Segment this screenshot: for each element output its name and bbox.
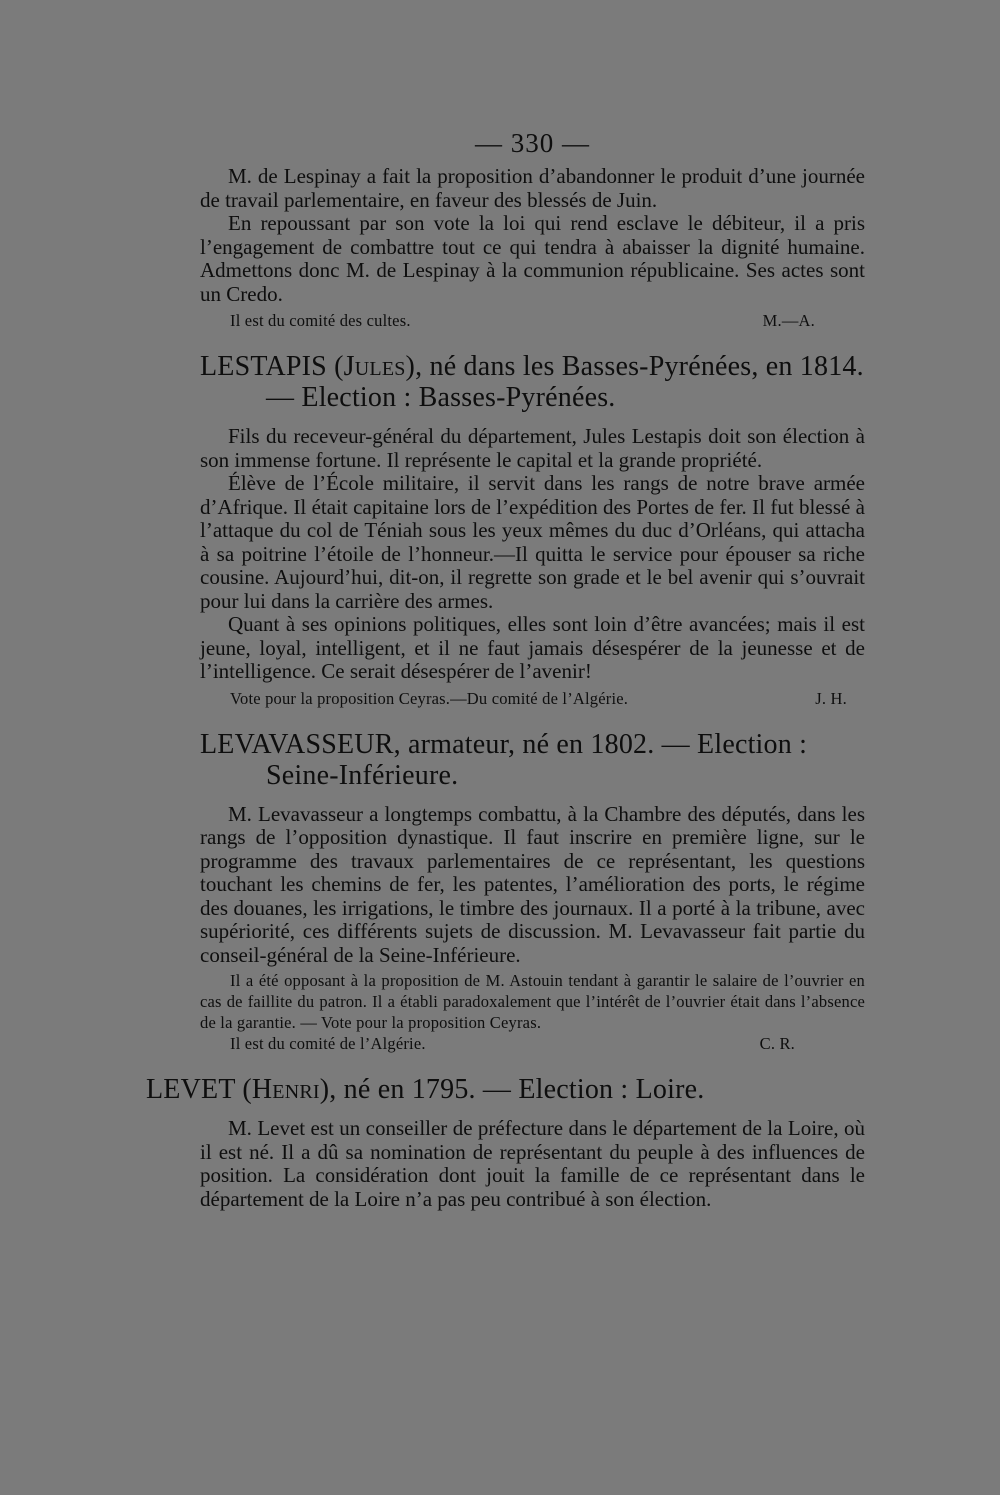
entry-lestapis xyxy=(200,351,865,709)
entry-name: LEVET xyxy=(146,1074,236,1105)
entry-heading-levet xyxy=(146,1074,865,1105)
entry-paragraph: M. Levavasseur a longtemps combattu, à la Chambre des députés, dans les rangs de l’opposition dynastique. Il faut inscrire en première ligne, sur le programme des travaux parlementaires de ce représentant, les questions touchant les chemins de fer, les patentes, l’amélioration des ports, le régime des douanes, les irrigations, le timbre des journaux. Il a porté à la tribune, avec supériorité, ces différents sujets de discussion. M. Levavasseur fait partie du conseil-général de la Seine-Inférieure. xyxy=(200,801,865,967)
intro-note: Il est du comité des cultes. xyxy=(230,311,411,330)
entry-paragraph: M. Levet est un conseiller de préfecture dans le département de la Loire, où il est né. Il a dû sa nomination de représentant du peuple à des influences de position. La considération dont jouit la famille de ce représentant dans le département de la Loire n’a pas peu contribué à son élection. xyxy=(200,1116,865,1211)
entry-signature: J. H. xyxy=(815,688,847,708)
entry-details: , né dans les Basses-Pyrénées, en 1814. — Election : Basses-Pyrénées. xyxy=(266,351,864,413)
intro-note-line xyxy=(200,310,865,331)
entry-details: , né en 1795. — Election : Loire. xyxy=(329,1074,705,1105)
page-number: — 330 — xyxy=(475,128,590,158)
entry-heading-lestapis xyxy=(200,351,865,413)
entry-note: Vote pour la proposition Ceyras.—Du comité de l’Algérie. xyxy=(230,688,629,708)
entry-name: LESTAPIS xyxy=(200,351,327,382)
entry-note-line xyxy=(200,1033,865,1054)
intro-paragraph-2: En repoussant par son vote la loi qui rend esclave le débiteur, il a pris l’engagement de combattre tout ce qui tendra à abaisser la dignité humaine. Admettons donc M. de Lespinay à la communion républicaine. Ses actes sont un Credo. xyxy=(200,211,865,306)
entry-paragraph: Fils du receveur-général du département, Jules Lestapis doit son élection à son immense fortune. Il représente le capital et la grande propriété. xyxy=(200,424,865,472)
entry-paragraph: Élève de l’École militaire, il servit dans les rangs de notre brave armée d’Afrique. Il était capitaine lors de l’expédition des Portes de fer. Il fut blessé à l’attaque du col de Téniah sous les yeux mêmes du duc d’Orléans, qui attacha à sa poitrine l’étoile de l’honneur.—Il quitta le service pour épouser sa riche cousine. Aujourd’hui, dit-on, il regrette son grade et le bel avenir qui s’ouvrait pour lui dans la carrière des armes. xyxy=(200,471,865,613)
entry-levavasseur xyxy=(200,729,865,1055)
entry-firstname: (Jules) xyxy=(334,351,416,382)
entry-heading-levavasseur xyxy=(200,729,865,791)
intro-section xyxy=(200,165,865,331)
entry-signature: C. R. xyxy=(759,1034,795,1053)
entry-paragraph: Quant à ses opinions politiques, elles sont loin d’être avancées; mais il est jeune, loyal, intelligent, et il ne faut jamais désespérer de la jeunesse et de l’intelligence. Ce serait désespérer de l’avenir! xyxy=(200,612,865,683)
entry-levet xyxy=(146,1074,865,1211)
entry-note-line xyxy=(200,688,865,709)
document-page xyxy=(146,128,865,1211)
entry-name: LEVAVASSEUR xyxy=(200,728,394,760)
entry-note-final: Il est du comité de l’Algérie. xyxy=(230,1034,426,1053)
intro-signature: M.—A. xyxy=(762,311,815,330)
entry-details: , armateur, né en 1802. — Election : Seine-Inférieure. xyxy=(266,728,808,791)
entry-firstname: (Henri) xyxy=(242,1074,330,1105)
entry-note: Il a été opposant à la proposition de M. Astouin tendant à garantir le salaire de l’ouvrier en cas de faillite du patron. Il a établi paradoxalement que l’intérêt de l’ouvrier était dans l’absence de la garantie. — Vote pour la proposition Ceyras. xyxy=(200,971,865,1032)
intro-paragraph-1: M. de Lespinay a fait la proposition d’abandonner le produit d’une journée de travail parlementaire, en faveur des blessés de Juin. xyxy=(200,164,865,212)
